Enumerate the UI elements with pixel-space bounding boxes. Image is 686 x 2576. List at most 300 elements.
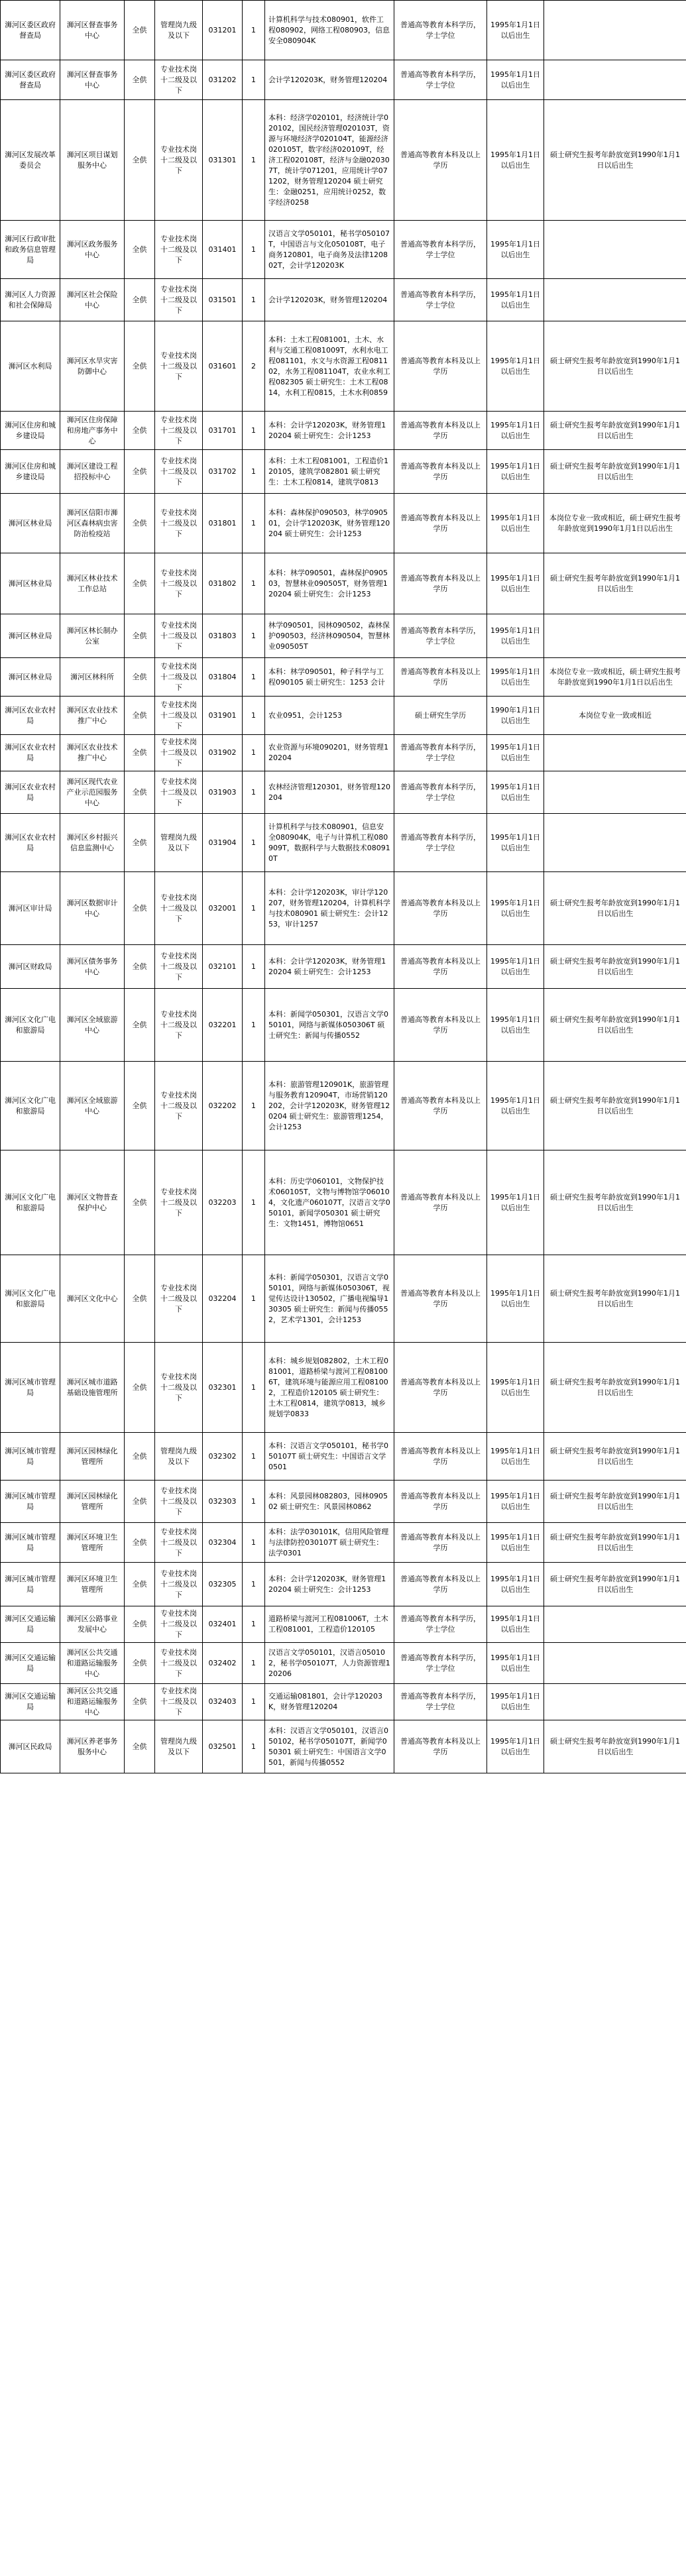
department-cell: 浉河区林业局: [1, 614, 60, 658]
position-code-cell: 032501: [203, 1720, 243, 1773]
education-cell: 普通高等教育本科学历，学士学位: [394, 221, 487, 279]
age-cell: 1995年1月1日以后出生: [487, 553, 544, 614]
age-cell: 1995年1月1日以后出生: [487, 321, 544, 412]
position-type-cell: 专业技术岗十二级及以下: [155, 1255, 203, 1343]
table-row: [1, 279, 686, 321]
major-cell: 会计学120203K，财务管理120204: [265, 279, 394, 321]
age-cell: 1995年1月1日以后出生: [487, 1343, 544, 1433]
headcount-cell: 1: [243, 1343, 265, 1433]
age-cell: 1995年1月1日以后出生: [487, 658, 544, 697]
major-cell: 本科：土木工程081001，工程造价120105，建筑学082801 硕士研究生：土木工程0814，建筑学0813: [265, 450, 394, 494]
funding-cell: 全供: [125, 1150, 155, 1255]
position-code-cell: 031601: [203, 321, 243, 412]
education-cell: 普通高等教育本科学历，学士学位: [394, 60, 487, 100]
funding-cell: 全供: [125, 494, 155, 553]
education-cell: 普通高等教育本科及以上学历: [394, 1563, 487, 1606]
notes-cell: 硕士研究生报考年龄放宽到1990年1月1日以后出生: [544, 1343, 686, 1433]
age-cell: 1995年1月1日以后出生: [487, 989, 544, 1062]
position-code-cell: 032001: [203, 872, 243, 945]
major-cell: 本科：林学090501，森林保护090503，智慧林业090505T，财务管理120204 硕士研究生：会计1253: [265, 553, 394, 614]
notes-cell: 硕士研究生报考年龄放宽到1990年1月1日以后出生: [544, 321, 686, 412]
headcount-cell: 1: [243, 989, 265, 1062]
major-cell: 本科：旅游管理120901K，旅游管理与服务教育120904T，市场营销120202，会计学120203K，财务管理120204 硕士研究生：旅游管理1254，会计1253: [265, 1062, 394, 1150]
position-type-cell: 专业技术岗十二级及以下: [155, 321, 203, 412]
table-row: [1, 1481, 686, 1523]
department-cell: 浉河区农业农村局: [1, 697, 60, 735]
position-code-cell: 032204: [203, 1255, 243, 1343]
position-code-cell: 032403: [203, 1684, 243, 1720]
headcount-cell: 1: [243, 1255, 265, 1343]
unit-cell: 浉河区信阳市浉河区森林病虫害防治检疫站: [60, 494, 125, 553]
age-cell: 1995年1月1日以后出生: [487, 494, 544, 553]
department-cell: 浉河区农业农村局: [1, 814, 60, 872]
department-cell: 浉河区林业局: [1, 494, 60, 553]
position-code-cell: 032304: [203, 1523, 243, 1563]
major-cell: 农业0951，会计1253: [265, 697, 394, 735]
age-cell: 1995年1月1日以后出生: [487, 614, 544, 658]
unit-cell: 浉河区债务事务中心: [60, 945, 125, 989]
position-type-cell: 专业技术岗十二级及以下: [155, 1150, 203, 1255]
notes-cell: 本岗位专业一致或相近: [544, 697, 686, 735]
position-type-cell: 管理岗九级及以下: [155, 1433, 203, 1481]
education-cell: 普通高等教育本科及以上学历: [394, 658, 487, 697]
position-code-cell: 031701: [203, 412, 243, 450]
funding-cell: 全供: [125, 412, 155, 450]
department-cell: 浉河区交通运输局: [1, 1684, 60, 1720]
position-type-cell: 专业技术岗十二级及以下: [155, 221, 203, 279]
age-cell: 1995年1月1日以后出生: [487, 1150, 544, 1255]
notes-cell: 硕士研究生报考年龄放宽到1990年1月1日以后出生: [544, 1563, 686, 1606]
funding-cell: 全供: [125, 1433, 155, 1481]
major-cell: 本科：经济学020101，经济统计学020102，国民经济管理020103T，资源与环境经济学020104T，能源经济020105T，数字经济020109T，经济工程020108T，经济与金融020307T，统计学071201，应用统计学071202，财务管理120204 硕士研究生：金融0251，应用统计0252，数字经济0258: [265, 100, 394, 221]
table-row: [1, 1563, 686, 1606]
position-type-cell: 专业技术岗十二级及以下: [155, 1563, 203, 1606]
notes-cell: 硕士研究生报考年龄放宽到1990年1月1日以后出生: [544, 1433, 686, 1481]
position-type-cell: 专业技术岗十二级及以下: [155, 1062, 203, 1150]
major-cell: 本科：会计学120203K，财务管理120204 硕士研究生：会计1253: [265, 945, 394, 989]
unit-cell: 浉河区督查事务中心: [60, 60, 125, 100]
funding-cell: 全供: [125, 1523, 155, 1563]
unit-cell: 浉河区农业技术推广中心: [60, 735, 125, 771]
position-code-cell: 032303: [203, 1481, 243, 1523]
notes-cell: [544, 735, 686, 771]
age-cell: 1995年1月1日以后出生: [487, 221, 544, 279]
major-cell: 农林经济管理120301，财务管理120204: [265, 771, 394, 814]
notes-cell: [544, 814, 686, 872]
funding-cell: 全供: [125, 771, 155, 814]
funding-cell: 全供: [125, 1255, 155, 1343]
major-cell: 道路桥梁与渡河工程081006T，土木工程081001，工程造价120105: [265, 1606, 394, 1643]
position-type-cell: 专业技术岗十二级及以下: [155, 279, 203, 321]
education-cell: 普通高等教育本科学历，学士学位: [394, 771, 487, 814]
age-cell: 1995年1月1日以后出生: [487, 1433, 544, 1481]
position-code-cell: 031501: [203, 279, 243, 321]
department-cell: 浉河区城市管理局: [1, 1343, 60, 1433]
age-cell: 1995年1月1日以后出生: [487, 1062, 544, 1150]
education-cell: 普通高等教育本科学历，学士学位: [394, 1606, 487, 1643]
unit-cell: 浉河区公共交通和道路运输服务中心: [60, 1643, 125, 1684]
major-cell: 本科：会计学120203K，财务管理120204 硕士研究生：会计1253: [265, 412, 394, 450]
unit-cell: 浉河区数据审计中心: [60, 872, 125, 945]
table-row: [1, 1062, 686, 1150]
position-type-cell: 专业技术岗十二级及以下: [155, 1684, 203, 1720]
position-code-cell: 031901: [203, 697, 243, 735]
position-type-cell: 专业技术岗十二级及以下: [155, 494, 203, 553]
funding-cell: 全供: [125, 697, 155, 735]
table-row: [1, 1606, 686, 1643]
unit-cell: 浉河区环境卫生管理所: [60, 1563, 125, 1606]
funding-cell: 全供: [125, 1720, 155, 1773]
unit-cell: 浉河区水旱灾害防御中心: [60, 321, 125, 412]
unit-cell: 浉河区农业技术推广中心: [60, 697, 125, 735]
department-cell: 浉河区住房和城乡建设局: [1, 412, 60, 450]
position-code-cell: 031802: [203, 553, 243, 614]
department-cell: 浉河区文化广电和旅游局: [1, 1062, 60, 1150]
unit-cell: 浉河区园林绿化管理所: [60, 1481, 125, 1523]
position-code-cell: 031801: [203, 494, 243, 553]
department-cell: 浉河区行政审批和政务信息管理局: [1, 221, 60, 279]
headcount-cell: 1: [243, 1523, 265, 1563]
position-type-cell: 专业技术岗十二级及以下: [155, 771, 203, 814]
funding-cell: 全供: [125, 321, 155, 412]
department-cell: 浉河区林业局: [1, 553, 60, 614]
funding-cell: 全供: [125, 1643, 155, 1684]
unit-cell: 浉河区政务服务中心: [60, 221, 125, 279]
headcount-cell: 1: [243, 697, 265, 735]
table-row: [1, 771, 686, 814]
education-cell: 普通高等教育本科及以上学历: [394, 494, 487, 553]
headcount-cell: 1: [243, 945, 265, 989]
education-cell: 普通高等教育本科及以上学历: [394, 1481, 487, 1523]
position-code-cell: 031904: [203, 814, 243, 872]
education-cell: 普通高等教育本科学历，学士学位: [394, 279, 487, 321]
position-type-cell: 专业技术岗十二级及以下: [155, 735, 203, 771]
funding-cell: 全供: [125, 1684, 155, 1720]
age-cell: 1995年1月1日以后出生: [487, 1563, 544, 1606]
notes-cell: 本岗位专业一致或相近，硕士研究生报考年龄放宽到1990年1月1日以后出生: [544, 658, 686, 697]
notes-cell: 硕士研究生报考年龄放宽到1990年1月1日以后出生: [544, 450, 686, 494]
position-type-cell: 专业技术岗十二级及以下: [155, 872, 203, 945]
unit-cell: 浉河区社会保险中心: [60, 279, 125, 321]
age-cell: 1995年1月1日以后出生: [487, 1720, 544, 1773]
table-row: [1, 1433, 686, 1481]
funding-cell: 全供: [125, 945, 155, 989]
position-code-cell: 031902: [203, 735, 243, 771]
headcount-cell: 1: [243, 614, 265, 658]
age-cell: 1995年1月1日以后出生: [487, 771, 544, 814]
department-cell: 浉河区住房和城乡建设局: [1, 450, 60, 494]
age-cell: 1995年1月1日以后出生: [487, 100, 544, 221]
unit-cell: 浉河区全域旅游中心: [60, 1062, 125, 1150]
table-row: [1, 1, 686, 60]
position-type-cell: 专业技术岗十二级及以下: [155, 553, 203, 614]
position-code-cell: 032101: [203, 945, 243, 989]
education-cell: 普通高等教育本科学历，学士学位: [394, 1, 487, 60]
unit-cell: 浉河区住房保障和房地产事务中心: [60, 412, 125, 450]
position-type-cell: 专业技术岗十二级及以下: [155, 1606, 203, 1643]
headcount-cell: 1: [243, 1150, 265, 1255]
major-cell: 汉语言文学050101，秘书学050107T，中国语言与文化050108T，电子商务120801，电子商务及法律120802T，会计学120203K: [265, 221, 394, 279]
age-cell: 1990年1月1日以后出生: [487, 697, 544, 735]
notes-cell: 硕士研究生报考年龄放宽到1990年1月1日以后出生: [544, 872, 686, 945]
position-code-cell: 031903: [203, 771, 243, 814]
table-row: [1, 1255, 686, 1343]
position-type-cell: 管理岗九级及以下: [155, 1720, 203, 1773]
education-cell: 硕士研究生学历: [394, 697, 487, 735]
position-type-cell: 专业技术岗十二级及以下: [155, 1481, 203, 1523]
position-code-cell: 031301: [203, 100, 243, 221]
notes-cell: [544, 1606, 686, 1643]
position-code-cell: 032302: [203, 1433, 243, 1481]
department-cell: 浉河区财政局: [1, 945, 60, 989]
position-code-cell: 032201: [203, 989, 243, 1062]
notes-cell: [544, 60, 686, 100]
notes-cell: [544, 614, 686, 658]
funding-cell: 全供: [125, 553, 155, 614]
major-cell: 本科：风景园林082803，园林090502 硕士研究生：风景园林0862: [265, 1481, 394, 1523]
department-cell: 浉河区城市管理局: [1, 1481, 60, 1523]
table-row: [1, 945, 686, 989]
notes-cell: 硕士研究生报考年龄放宽到1990年1月1日以后出生: [544, 1523, 686, 1563]
education-cell: 普通高等教育本科及以上学历: [394, 872, 487, 945]
table-row: [1, 1343, 686, 1433]
department-cell: 浉河区审计局: [1, 872, 60, 945]
funding-cell: 全供: [125, 658, 155, 697]
funding-cell: 全供: [125, 60, 155, 100]
headcount-cell: 1: [243, 1, 265, 60]
department-cell: 浉河区委区政府督查局: [1, 60, 60, 100]
notes-cell: 硕士研究生报考年龄放宽到1990年1月1日以后出生: [544, 1255, 686, 1343]
notes-cell: [544, 221, 686, 279]
unit-cell: 浉河区环境卫生管理所: [60, 1523, 125, 1563]
headcount-cell: 1: [243, 412, 265, 450]
department-cell: 浉河区委区政府督查局: [1, 1, 60, 60]
position-type-cell: 管理岗九级及以下: [155, 1, 203, 60]
department-cell: 浉河区城市管理局: [1, 1563, 60, 1606]
headcount-cell: 1: [243, 814, 265, 872]
headcount-cell: 2: [243, 321, 265, 412]
headcount-cell: 1: [243, 60, 265, 100]
headcount-cell: 1: [243, 494, 265, 553]
major-cell: 本科：城乡规划082802，土木工程081001，道路桥梁与渡河工程081006T，建筑环境与能源应用工程081002，工程造价120105 硕士研究生：土木工程0814，建筑学0813，城乡规划学0833: [265, 1343, 394, 1433]
age-cell: 1995年1月1日以后出生: [487, 1255, 544, 1343]
position-type-cell: 专业技术岗十二级及以下: [155, 450, 203, 494]
unit-cell: 浉河区园林绿化管理所: [60, 1433, 125, 1481]
age-cell: 1995年1月1日以后出生: [487, 450, 544, 494]
position-code-cell: 032203: [203, 1150, 243, 1255]
education-cell: 普通高等教育本科学历，学士学位: [394, 1684, 487, 1720]
headcount-cell: 1: [243, 1563, 265, 1606]
department-cell: 浉河区交通运输局: [1, 1606, 60, 1643]
education-cell: 普通高等教育本科及以上学历: [394, 1255, 487, 1343]
education-cell: 普通高等教育本科及以上学历: [394, 945, 487, 989]
unit-cell: 浉河区养老事务服务中心: [60, 1720, 125, 1773]
position-type-cell: 专业技术岗十二级及以下: [155, 658, 203, 697]
education-cell: 普通高等教育本科及以上学历: [394, 1720, 487, 1773]
table-row: [1, 553, 686, 614]
funding-cell: 全供: [125, 1606, 155, 1643]
table-row: [1, 221, 686, 279]
notes-cell: 硕士研究生报考年龄放宽到1990年1月1日以后出生: [544, 1720, 686, 1773]
age-cell: 1995年1月1日以后出生: [487, 412, 544, 450]
major-cell: 本科：汉语言文学050101，秘书学050107T 硕士研究生：中国语言文学0501: [265, 1433, 394, 1481]
major-cell: 计算机科学与技术080901，软件工程080902，网络工程080903，信息安全080904K: [265, 1, 394, 60]
unit-cell: 浉河区乡村振兴信息监测中心: [60, 814, 125, 872]
position-code-cell: 031702: [203, 450, 243, 494]
funding-cell: 全供: [125, 989, 155, 1062]
notes-cell: 硕士研究生报考年龄放宽到1990年1月1日以后出生: [544, 553, 686, 614]
department-cell: 浉河区农业农村局: [1, 735, 60, 771]
position-type-cell: 专业技术岗十二级及以下: [155, 614, 203, 658]
table-row: [1, 814, 686, 872]
age-cell: 1995年1月1日以后出生: [487, 1523, 544, 1563]
age-cell: 1995年1月1日以后出生: [487, 60, 544, 100]
unit-cell: 浉河区全域旅游中心: [60, 989, 125, 1062]
department-cell: 浉河区发展改革委员会: [1, 100, 60, 221]
unit-cell: 浉河区林科所: [60, 658, 125, 697]
headcount-cell: 1: [243, 735, 265, 771]
table-row: [1, 658, 686, 697]
age-cell: 1995年1月1日以后出生: [487, 945, 544, 989]
education-cell: 普通高等教育本科学历，学士学位: [394, 814, 487, 872]
position-type-cell: 专业技术岗十二级及以下: [155, 697, 203, 735]
funding-cell: 全供: [125, 450, 155, 494]
department-cell: 浉河区文化广电和旅游局: [1, 1255, 60, 1343]
position-type-cell: 专业技术岗十二级及以下: [155, 412, 203, 450]
notes-cell: [544, 279, 686, 321]
department-cell: 浉河区交通运输局: [1, 1643, 60, 1684]
education-cell: 普通高等教育本科及以上学历: [394, 1150, 487, 1255]
funding-cell: 全供: [125, 279, 155, 321]
funding-cell: 全供: [125, 614, 155, 658]
major-cell: 本科：森林保护090503，林学090501，会计学120203K，财务管理120204 硕士研究生：会计1253: [265, 494, 394, 553]
education-cell: 普通高等教育本科及以上学历: [394, 450, 487, 494]
funding-cell: 全供: [125, 872, 155, 945]
headcount-cell: 1: [243, 221, 265, 279]
unit-cell: 浉河区林业技术工作总站: [60, 553, 125, 614]
table-row: [1, 1684, 686, 1720]
unit-cell: 浉河区现代农业产业示范园服务中心: [60, 771, 125, 814]
education-cell: 普通高等教育本科学历，学士学位: [394, 735, 487, 771]
major-cell: 交通运输081801，会计学120203K，财务管理120204: [265, 1684, 394, 1720]
education-cell: 普通高等教育本科学历，学士学位: [394, 614, 487, 658]
table-row: [1, 735, 686, 771]
notes-cell: 硕士研究生报考年龄放宽到1990年1月1日以后出生: [544, 100, 686, 221]
notes-cell: 硕士研究生报考年龄放宽到1990年1月1日以后出生: [544, 1150, 686, 1255]
education-cell: 普通高等教育本科及以上学历: [394, 989, 487, 1062]
headcount-cell: 1: [243, 553, 265, 614]
position-code-cell: 032301: [203, 1343, 243, 1433]
notes-cell: 硕士研究生报考年龄放宽到1990年1月1日以后出生: [544, 945, 686, 989]
headcount-cell: 1: [243, 872, 265, 945]
table-row: [1, 614, 686, 658]
position-code-cell: 032305: [203, 1563, 243, 1606]
table-body: [1, 1, 686, 1773]
unit-cell: 浉河区公共交通和道路运输服务中心: [60, 1684, 125, 1720]
notes-cell: [544, 771, 686, 814]
age-cell: 1995年1月1日以后出生: [487, 1643, 544, 1684]
table-row: [1, 1720, 686, 1773]
major-cell: 汉语言文学050101，汉语言050102，秘书学050107T，人力资源管理120206: [265, 1643, 394, 1684]
table-row: [1, 60, 686, 100]
unit-cell: 浉河区项目谋划服务中心: [60, 100, 125, 221]
major-cell: 本科：新闻学050301，汉语言文学050101，网络与新媒体050306T 硕士研究生：新闻与传播0552: [265, 989, 394, 1062]
unit-cell: 浉河区文化中心: [60, 1255, 125, 1343]
headcount-cell: 1: [243, 658, 265, 697]
headcount-cell: 1: [243, 1720, 265, 1773]
funding-cell: 全供: [125, 1481, 155, 1523]
headcount-cell: 1: [243, 1643, 265, 1684]
education-cell: 普通高等教育本科及以上学历: [394, 1343, 487, 1433]
department-cell: 浉河区城市管理局: [1, 1433, 60, 1481]
major-cell: 会计学120203K，财务管理120204: [265, 60, 394, 100]
unit-cell: 浉河区林长制办公室: [60, 614, 125, 658]
table-row: [1, 1523, 686, 1563]
major-cell: 计算机科学与技术080901，信息安全080904K，电子与计算机工程080909T，数据科学与大数据技术080910T: [265, 814, 394, 872]
department-cell: 浉河区农业农村局: [1, 771, 60, 814]
age-cell: 1995年1月1日以后出生: [487, 735, 544, 771]
education-cell: 普通高等教育本科及以上学历: [394, 553, 487, 614]
position-type-cell: 专业技术岗十二级及以下: [155, 945, 203, 989]
education-cell: 普通高等教育本科学历，学士学位: [394, 1643, 487, 1684]
notes-cell: 硕士研究生报考年龄放宽到1990年1月1日以后出生: [544, 1062, 686, 1150]
major-cell: 本科：新闻学050301，汉语言文学050101，网络与新媒体050306T，视觉传达设计130502，广播电视编导130305 硕士研究生：新闻与传播0552，艺术学1301，会计1253: [265, 1255, 394, 1343]
funding-cell: 全供: [125, 221, 155, 279]
table-row: [1, 450, 686, 494]
headcount-cell: 1: [243, 1684, 265, 1720]
age-cell: 1995年1月1日以后出生: [487, 1, 544, 60]
education-cell: 普通高等教育本科及以上学历: [394, 1433, 487, 1481]
major-cell: 本科：历史学060101，文物保护技术060105T，文物与博物馆学060104，文化遗产060107T，汉语言文学050101，新闻学050301 硕士研究生：文物1451，博物馆0651: [265, 1150, 394, 1255]
department-cell: 浉河区林业局: [1, 658, 60, 697]
table-row: [1, 1643, 686, 1684]
headcount-cell: 1: [243, 1481, 265, 1523]
department-cell: 浉河区文化广电和旅游局: [1, 1150, 60, 1255]
notes-cell: [544, 1, 686, 60]
notes-cell: 硕士研究生报考年龄放宽到1990年1月1日以后出生: [544, 412, 686, 450]
notes-cell: 硕士研究生报考年龄放宽到1990年1月1日以后出生: [544, 1481, 686, 1523]
headcount-cell: 1: [243, 1062, 265, 1150]
notes-cell: [544, 1643, 686, 1684]
education-cell: 普通高等教育本科及以上学历: [394, 1062, 487, 1150]
funding-cell: 全供: [125, 100, 155, 221]
major-cell: 林学090501，园林090502，森林保护090503，经济林090504，智慧林业090505T: [265, 614, 394, 658]
headcount-cell: 1: [243, 100, 265, 221]
age-cell: 1995年1月1日以后出生: [487, 872, 544, 945]
major-cell: 本科：会计学120203K，审计学120207，财务管理120204，计算机科学与技术080901 硕士研究生：会计1253，审计1257: [265, 872, 394, 945]
major-cell: 本科：会计学120203K，财务管理120204 硕士研究生：会计1253: [265, 1563, 394, 1606]
position-code-cell: 031803: [203, 614, 243, 658]
major-cell: 本科：林学090501，种子科学与工程090105 硕士研究生：1253 会计: [265, 658, 394, 697]
table-row: [1, 1150, 686, 1255]
position-code-cell: 032402: [203, 1643, 243, 1684]
age-cell: 1995年1月1日以后出生: [487, 814, 544, 872]
department-cell: 浉河区水利局: [1, 321, 60, 412]
table-row: [1, 100, 686, 221]
education-cell: 普通高等教育本科及以上学历: [394, 412, 487, 450]
table-row: [1, 321, 686, 412]
position-code-cell: 031804: [203, 658, 243, 697]
age-cell: 1995年1月1日以后出生: [487, 1684, 544, 1720]
position-type-cell: 专业技术岗十二级及以下: [155, 1523, 203, 1563]
headcount-cell: 1: [243, 279, 265, 321]
funding-cell: 全供: [125, 1062, 155, 1150]
department-cell: 浉河区城市管理局: [1, 1523, 60, 1563]
age-cell: 1995年1月1日以后出生: [487, 279, 544, 321]
notes-cell: 本岗位专业一致或相近，硕士研究生报考年龄放宽到1990年1月1日以后出生: [544, 494, 686, 553]
position-type-cell: 专业技术岗十二级及以下: [155, 1343, 203, 1433]
unit-cell: 浉河区文物普查保护中心: [60, 1150, 125, 1255]
